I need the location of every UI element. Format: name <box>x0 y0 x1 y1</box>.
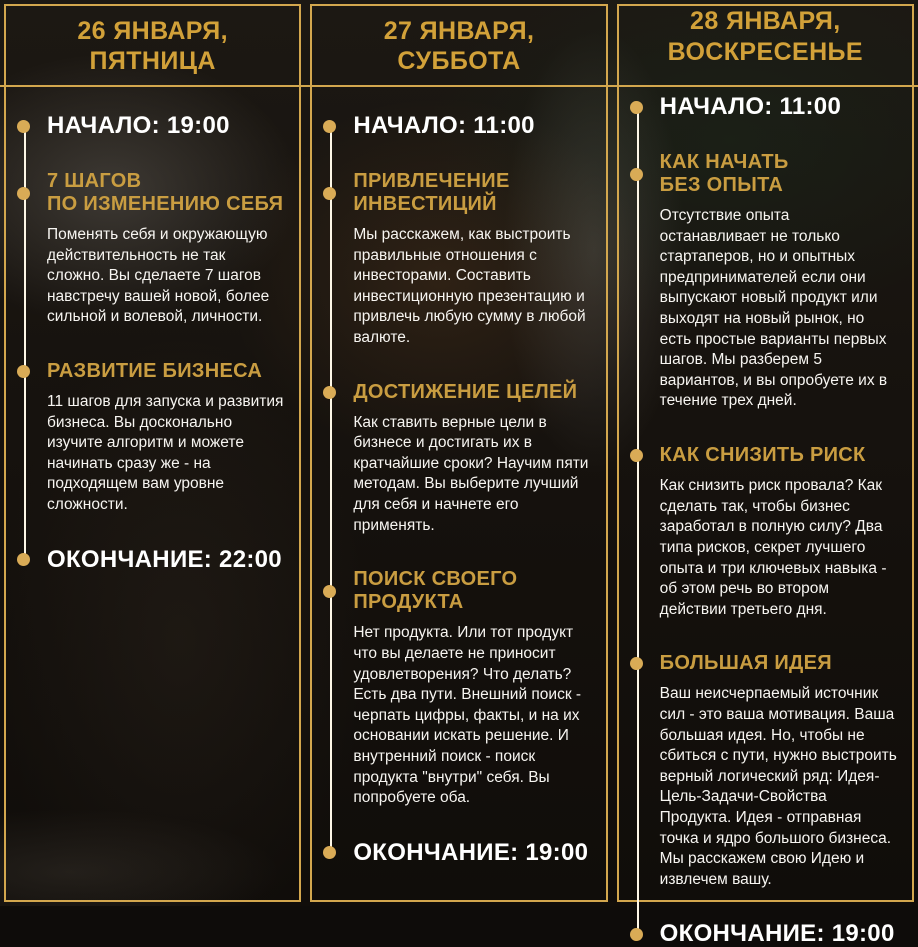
session-description: Как ставить верные цели в бизнесе и достигать их в кратчайшие сроки? Научим пяти методам. Вы выберите лучший для себя и начнете его применять. <box>353 413 589 534</box>
day-weekday-line: СУББОТА <box>397 47 521 75</box>
day-column-sunday <box>617 4 914 947</box>
header-divider-line <box>0 85 918 87</box>
day-date-line: 27 ЯНВАРЯ, <box>383 16 535 45</box>
session-title: ДОСТИЖЕНИЕ ЦЕЛЕЙ <box>353 381 591 404</box>
day-weekday-line: ВОСКРЕСЕНЬЕ <box>667 37 863 66</box>
start-time-label: НАЧАЛО: 19:00 <box>47 112 230 139</box>
session-description: Как снизить риск провала? Как сделать так, чтобы бизнес заработал в полную силу? Два типа рисков, секрет лучшего опыта и три ключевых навыка - об этом речь во втором действии третьего дня. <box>659 477 887 618</box>
session-title: КАК СНИЗИТЬ РИСК <box>660 444 898 467</box>
timeline-dot <box>630 101 643 114</box>
session <box>47 170 285 328</box>
session <box>47 360 285 516</box>
session-title: РАЗВИТИЕ БИЗНЕСА <box>47 360 285 383</box>
start-time-row <box>660 95 898 119</box>
day-header <box>6 6 299 86</box>
timeline-dot <box>17 365 30 378</box>
timeline-dot <box>630 657 643 670</box>
timeline-dot <box>17 187 30 200</box>
start-time-row <box>47 114 285 138</box>
session-description: Мы расскажем, как выстроить правильные отношения с инвесторами. Составить инвестиционную презентацию и привлечь любую сумму в любой валюте. <box>353 226 586 347</box>
day-schedule <box>619 67 912 946</box>
end-time-row <box>353 838 591 866</box>
day-weekday-line: ПЯТНИЦА <box>89 47 216 75</box>
start-time-label: НАЧАЛО: 11:00 <box>353 112 535 139</box>
timeline-line <box>330 126 332 853</box>
timeline-dot <box>323 187 336 200</box>
day-header <box>619 6 912 67</box>
session-title: 7 ШАГОВ ПО ИЗМЕНЕНИЮ СЕБЯ <box>47 170 285 216</box>
timeline-dot <box>323 846 336 859</box>
session <box>353 170 591 349</box>
session <box>353 381 591 537</box>
end-time-label: ОКОНЧАНИЕ: 22:00 <box>47 545 282 573</box>
start-time-row <box>353 114 591 138</box>
day-column-saturday <box>310 4 607 902</box>
timeline-dot <box>17 553 30 566</box>
day-schedule <box>312 86 605 900</box>
end-time-label: ОКОНЧАНИЕ: 19:00 <box>353 838 589 866</box>
session <box>353 568 591 808</box>
session-title: ПРИВЛЕЧЕНИЕ ИНВЕСТИЦИЙ <box>353 170 591 216</box>
session <box>660 444 898 620</box>
session-description: Поменять себя и окружающую действительность не так сложно. Вы сделаете 7 шагов навстречу вашей новой, более сильной и волевой, личности. <box>47 226 270 326</box>
session-description: Нет продукта. Или тот продукт что вы делаете не приносит удовлетворения? Что делать? Есть два пути. Внешний поиск - черпать цифры, факты, и на их основании искать решение. И внутренний поиск - поиск продукта "внутри" себя. Вы попробуете оба. <box>353 624 582 807</box>
timeline-dot <box>17 120 30 133</box>
start-time-label: НАЧАЛО: 11:00 <box>659 93 842 120</box>
day-column-friday <box>4 4 301 902</box>
timeline-dot <box>630 449 643 462</box>
day-date-line: 26 ЯНВАРЯ, <box>77 16 228 45</box>
session-title: ПОИСК СВОЕГО ПРОДУКТА <box>353 568 591 614</box>
session-title: БОЛЬШАЯ ИДЕЯ <box>660 652 898 675</box>
timeline-dot <box>630 168 643 181</box>
session-description: 11 шагов для запуска и развития бизнеса. Вы досконально изучите алгоритм и можете начинать сразу же - на подходящем вам уровне сложности. <box>47 393 284 514</box>
session-title: КАК НАЧАТЬ БЕЗ ОПЫТА <box>660 151 898 197</box>
day-schedule <box>6 86 299 900</box>
session <box>660 151 898 412</box>
day-date-line: 28 ЯНВАРЯ, <box>690 7 841 35</box>
timeline-dot <box>630 928 643 941</box>
session <box>660 652 898 890</box>
timeline-dot <box>323 120 336 133</box>
timeline-dot <box>323 585 336 598</box>
session-description: Отсутствие опыта останавливает не только стартаперов, но и опытных предпринимателей если они выпускают новый продукт или выходят на новый рынок, но есть простые варианты первых шагов. Мы разберем 5 вариантов, и вы опробуете их в течение трех дней. <box>659 207 888 410</box>
timeline-line <box>637 107 639 934</box>
end-time-label: ОКОНЧАНИЕ: 19:00 <box>659 920 895 947</box>
end-time-row <box>660 922 898 946</box>
end-time-row <box>47 545 285 573</box>
session-description: Ваш неисчерпаемый источник сил - это ваша мотивация. Ваша большая идея. Но, чтобы не сбиться с пути, нужно выстроить верный логический ряд: Идея-Цель-Задачи-Свойства Продукта. Идея - отправная точка и ядро большого бизнеса. Мы расскажем свою Идею и извлечем вашу. <box>659 685 897 888</box>
timeline-dot <box>323 386 336 399</box>
day-header <box>312 6 605 86</box>
